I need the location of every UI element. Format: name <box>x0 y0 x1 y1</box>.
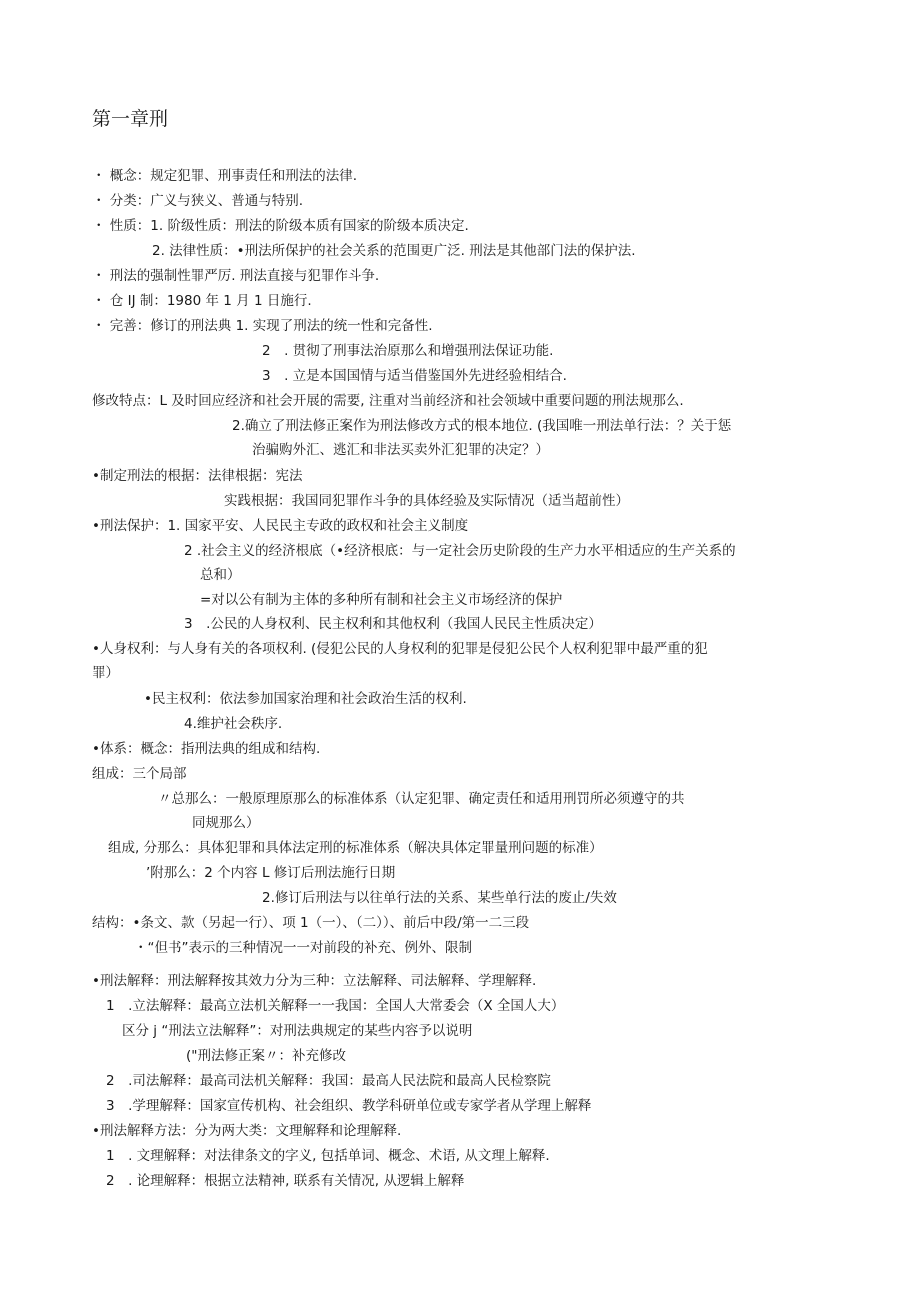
text-line: ・ 概念：规定犯罪、刑事责任和刑法的法律. <box>92 168 358 184</box>
text-line: ・ 仓 IJ 制：1980 年 1 月 1 日施行. <box>92 293 312 309</box>
text-line: •人身权利：与人身有关的各项权利. (侵犯公民的人身权利的犯罪是侵犯公民个人权利犯罪中最严重的犯 <box>92 641 708 657</box>
text-line: •体系：概念：指刑法典的组成和结构. <box>92 741 321 757</box>
text-line: 1 .立法解释：最高立法机关解释一一我国：全国人大常委会（X 全国人大） <box>106 998 565 1014</box>
text-line: 2. 法律性质：•刑法所保护的社会关系的范围更广泛. 刑法是其他部门法的保护法. <box>152 243 636 259</box>
text-line: ・ 完善：修订的刑法典 1. 实现了刑法的统一性和完备性. <box>92 318 433 334</box>
text-line: 4.维护社会秩序. <box>184 716 283 732</box>
text-line: •刑法保护：1. 国家平安、人民民主专政的政权和社会主义制度 <box>92 518 469 534</box>
text-line: 结构：•条文、款（另起一行）、项 1（一）、（二））、前后中段/第一二三段 <box>92 915 530 931</box>
text-line: •民主权利：依法参加国家治理和社会政治生活的权利. <box>144 691 467 707</box>
text-line: 3 .公民的人身权利、民主权利和其他权利（我国人民民主性质决定） <box>184 616 602 632</box>
text-line: 组成, 分那么：具体犯罪和具体法定刑的标准体系（解决具体定罪量刑问题的标准） <box>108 840 603 856</box>
text-line: •刑法解释方法：分为两大类：文理解释和论理解释. <box>92 1123 402 1139</box>
text-line: ("刑法修正案〃：补充修改 <box>186 1048 346 1064</box>
text-line: 罪） <box>92 665 119 681</box>
text-line: 2 .司法解释：最高司法机关解释：我国：最高人民法院和最高人民检察院 <box>106 1073 551 1089</box>
text-line: ・ 分类：广义与狭义、普通与特别. <box>92 193 304 209</box>
text-line: ・“但书”表示的三种情况一一对前段的补充、例外、限制 <box>134 940 472 956</box>
text-line: 3 . 立是本国国情与适当借鉴国外先进经验相结合. <box>262 368 567 384</box>
text-line: 3 .学理解释：国家宣传机构、社会组织、教学科研单位或专家学者从学理上解释 <box>106 1098 592 1114</box>
text-line: •制定刑法的根据：法律根据：宪法 <box>92 468 303 484</box>
text-line: 1 . 文理解释：对法律条文的字义, 包括单词、概念、术语, 从文理上解释. <box>106 1148 550 1164</box>
text-line: 2.修订后刑法与以往单行法的关系、某些单行法的废止/失效 <box>262 890 617 906</box>
text-line: ’附那么：2 个内容 L 修订后刑法施行日期 <box>146 865 396 881</box>
text-line: 总和） <box>200 567 241 583</box>
text-line: 〃总那么：一般原理原那么的标准体系（认定犯罪、确定责任和适用刑罚所必须遵守的共 <box>158 791 685 807</box>
text-line: ・ 性质：1. 阶级性质：刑法的阶级本质有国家的阶级本质决定. <box>92 218 469 234</box>
text-line: =对以公有制为主体的多种所有制和社会主义市场经济的保护 <box>200 592 563 608</box>
text-line: 2 .社会主义的经济根底（•经济根底：与一定社会历史阶段的生产力水平相适应的生产关系的 <box>184 543 736 559</box>
text-line: •刑法解释：刑法解释按其效力分为三种：立法解释、司法解释、学理解释. <box>92 973 537 989</box>
text-line: 治骗购外汇、逃汇和非法买卖外汇犯罪的决定？） <box>252 442 549 458</box>
text-line: 组成：三个局部 <box>92 766 187 782</box>
text-line: 区分 j “刑法立法解释”：对刑法典规定的某些内容予以说明 <box>122 1023 473 1039</box>
text-line: ・ 刑法的强制性罪严厉. 刑法直接与犯罪作斗争. <box>92 268 380 284</box>
text-line: 2 . 贯彻了刑事法治原那么和增强刑法保证功能. <box>262 343 554 359</box>
text-line: 修改特点：L 及时回应经济和社会开展的需要, 注重对当前经济和社会领域中重要问题的刑法规那么. <box>92 393 684 409</box>
text-line: 2 . 论理解释：根据立法精神, 联系有关情况, 从逻辑上解释 <box>106 1173 465 1189</box>
text-line: 实践根据：我国同犯罪作斗争的具体经验及实际情况（适当超前性） <box>224 493 629 509</box>
text-line: 同规那么） <box>192 815 260 831</box>
text-line: 2.确立了刑法修正案作为刑法修改方式的根本地位. (我国唯一刑法单行法：？关于惩 <box>232 418 732 434</box>
chapter-title: 第一章刑 <box>92 108 169 130</box>
